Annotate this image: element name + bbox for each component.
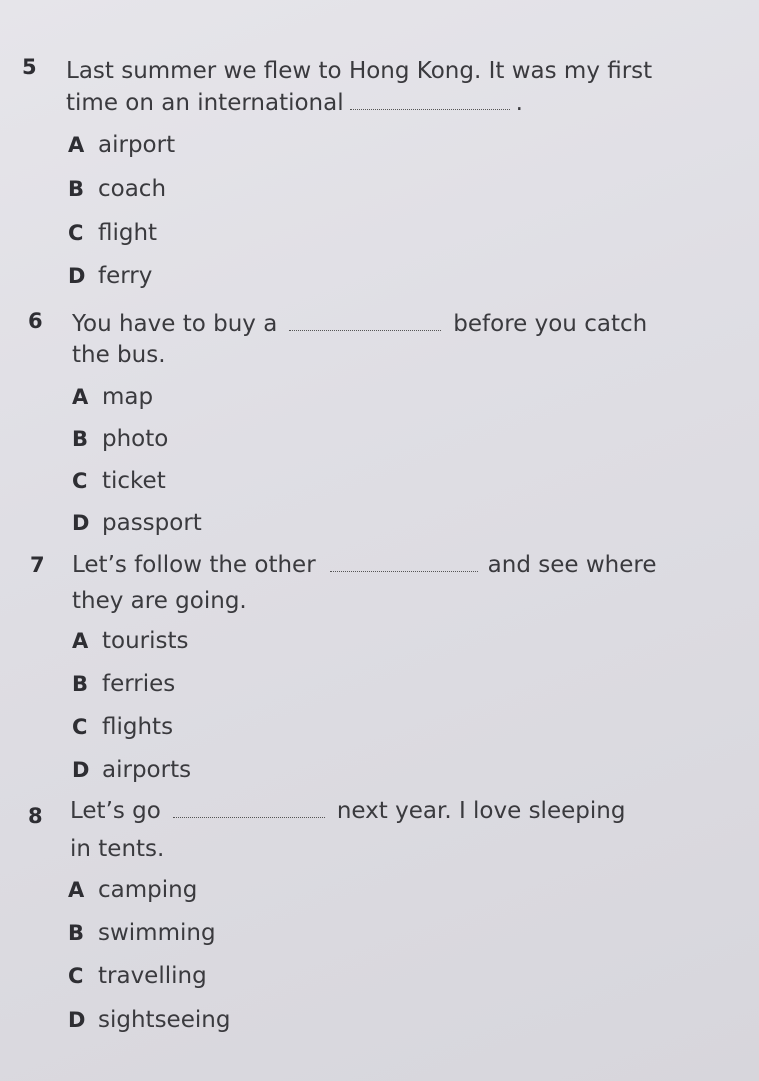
question-text-line1	[72, 550, 656, 580]
question-number: 7	[30, 553, 45, 577]
option-text: flights	[102, 714, 174, 740]
option-d[interactable]	[68, 261, 152, 291]
question-text-line2	[72, 586, 247, 616]
option-letter: C	[72, 469, 88, 493]
option-a[interactable]	[72, 626, 189, 656]
question-text: .	[515, 90, 523, 116]
question-text-line1	[72, 309, 647, 339]
option-text: coach	[98, 176, 167, 202]
option-letter: C	[68, 221, 84, 245]
option-letter: D	[68, 1008, 86, 1032]
option-letter: A	[72, 385, 89, 409]
option-c[interactable]	[72, 466, 166, 496]
option-letter: B	[68, 177, 85, 201]
option-letter: C	[72, 715, 88, 739]
option-text: ticket	[102, 468, 166, 494]
option-c[interactable]	[68, 218, 157, 248]
option-a[interactable]	[68, 875, 197, 905]
option-b[interactable]	[72, 424, 168, 454]
question-text: before you catch	[453, 311, 648, 337]
option-letter: C	[68, 964, 84, 988]
question-text: Let’s go	[70, 798, 161, 824]
option-b[interactable]	[72, 669, 175, 699]
option-d[interactable]	[72, 508, 202, 538]
answer-blank[interactable]	[289, 310, 441, 331]
question-number: 5	[22, 55, 37, 79]
option-a[interactable]	[72, 382, 153, 412]
option-text: camping	[98, 877, 198, 903]
option-letter: D	[68, 264, 86, 288]
question-text-line1	[70, 796, 625, 826]
option-letter: A	[68, 133, 85, 157]
option-text: sightseeing	[98, 1007, 231, 1033]
question-text-line2	[70, 834, 164, 864]
question-text: Last summer we flew to Hong Kong. It was my first	[66, 58, 653, 84]
option-text: passport	[102, 510, 202, 536]
option-text: swimming	[98, 920, 216, 946]
question-number: 8	[28, 804, 43, 828]
option-text: ferries	[102, 671, 176, 697]
question-text-line2	[72, 340, 166, 370]
option-letter: B	[72, 427, 89, 451]
question-text: time on an international	[66, 90, 344, 116]
answer-blank[interactable]	[173, 797, 325, 818]
option-letter: A	[68, 878, 85, 902]
question-text: the bus.	[72, 342, 166, 368]
question-text-line1	[66, 56, 652, 86]
option-text: flight	[98, 220, 158, 246]
option-letter: D	[72, 511, 90, 535]
option-b[interactable]	[68, 918, 216, 948]
question-text: and see where	[487, 552, 657, 578]
option-text: tourists	[102, 628, 189, 654]
option-letter: B	[68, 921, 85, 945]
question-text: You have to buy a	[72, 311, 278, 337]
answer-blank[interactable]	[350, 89, 510, 110]
option-text: photo	[102, 426, 169, 452]
question-text-line2	[66, 88, 523, 118]
option-text: ferry	[98, 263, 153, 289]
option-text: map	[102, 384, 154, 410]
question-number: 6	[28, 309, 43, 333]
option-text: travelling	[98, 963, 207, 989]
option-c[interactable]	[72, 712, 173, 742]
option-a[interactable]	[68, 130, 175, 160]
option-text: airport	[98, 132, 176, 158]
option-c[interactable]	[68, 961, 207, 991]
option-letter: B	[72, 672, 89, 696]
option-b[interactable]	[68, 174, 166, 204]
option-d[interactable]	[72, 755, 191, 785]
question-text: Let’s follow the other	[72, 552, 316, 578]
question-text: in tents.	[70, 836, 165, 862]
option-letter: D	[72, 758, 90, 782]
option-text: airports	[102, 757, 192, 783]
option-d[interactable]	[68, 1005, 230, 1035]
answer-blank[interactable]	[330, 551, 478, 572]
option-letter: A	[72, 629, 89, 653]
question-text: next year. I love sleeping	[336, 798, 626, 824]
question-text: they are going.	[72, 588, 247, 614]
